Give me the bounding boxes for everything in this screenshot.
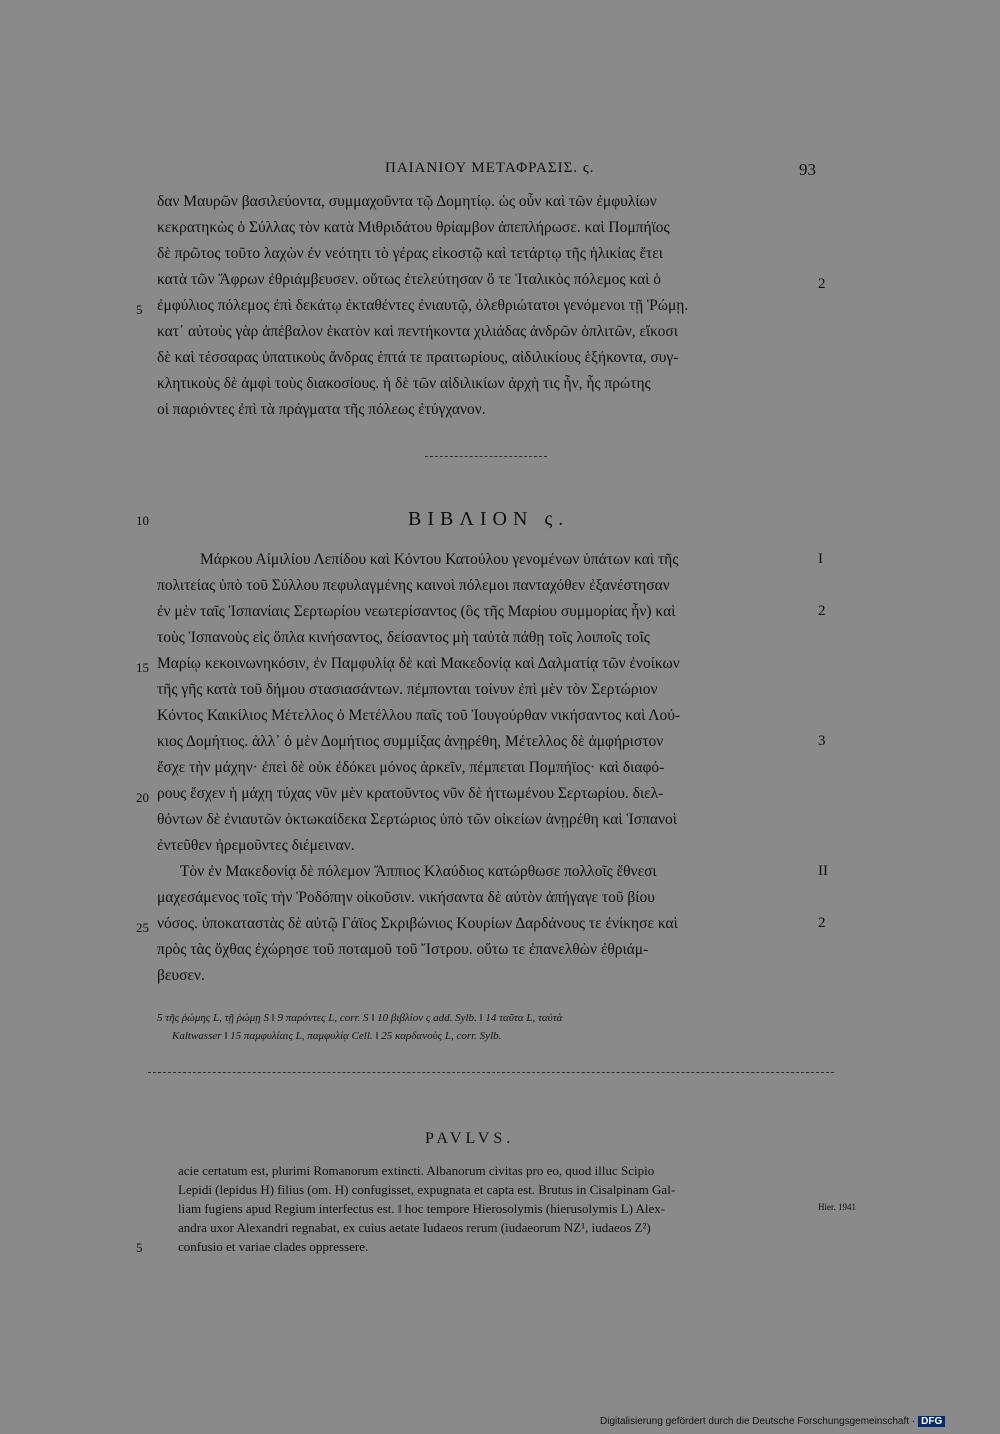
text-line: ἐμφύλιος πόλεμος ἐπὶ δεκάτῳ ἐκταθέντες ἐνιαυτῷ, ὀλεθριώτατοι γενόμενοι τῇ Ῥώμῃ. [157, 297, 689, 314]
latin-line: liam fugiens apud Regium interfectus est. ‖ hoc tempore Hierosolymis (hierusolymis L) Alex- [178, 1201, 666, 1216]
text-line: Τὸν ἐν Μακεδονίᾳ δὲ πόλεμον Ἄππιος Κλαύδιος κατώρθωσε πολλοῖς ἔθνεσι [180, 863, 657, 880]
digitization-credit [600, 1416, 945, 1427]
text-line: ἐν μὲν ταῖς Ἱσπανίαις Σερτωρίου νεωτερίσαντος (ὃς τῆς Μαρίου συμμορίας ἦν) καὶ [157, 603, 676, 620]
margin-number: 3 [818, 733, 826, 749]
text-line: πρὸς τὰς ὄχθας ἐχώρησε τοῦ ποταμοῦ τοῦ Ἴστρου. οὕτω τε ἐπανελθὼν ἐθριάμ- [157, 941, 649, 958]
text-line: οἱ παριόντες ἐπὶ τὰ πράγματα τῆς πόλεως ἐτύγχανον. [157, 401, 486, 418]
text-line: δὲ καὶ τέσσαρας ὑπατικοὺς ἄνδρας ἑπτά τε πραιτωρίους, αἰδιλικίους ἑξήκοντα, συγ- [157, 349, 679, 366]
text-line: μαχεσάμενος τοῖς τὴν Ῥοδόπην οἰκοῦσιν. νικήσαντα δὲ αὐτὸν ἀπήγαγε τοῦ βίου [157, 889, 655, 906]
text-line: πολιτείας ὑπὸ τοῦ Σύλλου πεφυλαγμένης καινοὶ πόλεμοι πανταχόθεν ἐξανέστησαν [157, 577, 670, 594]
paulus-title: PAVLVS. [425, 1130, 515, 1147]
apparatus-line: 5 τῆς ῥώμης L, τῇ ῥώμῃ S ‖ 9 παρόντες L, corr. S ‖ 10 βιβλίον ς add. Sylb. ‖ 14 ταῦτα L, ταὐτὰ [157, 1012, 563, 1024]
text-line: κατ᾽ αὐτοὺς γὰρ ἀπέβαλον ἑκατὸν καὶ πεντήκοντα χιλιάδας ἀνδρῶν ὁπλιτῶν, εἴκοσι [157, 323, 678, 340]
text-line: δὲ πρῶτος τοῦτο λαχὼν ἐν νεότητι τὸ γέρας εἰκοστῷ καὶ τετάρτῳ τῆς ἡλικίας ἔτει [157, 245, 663, 262]
margin-number: 2 [818, 915, 826, 931]
text-line: κλητικοὺς δὲ ἀμφὶ τοὺς διακοσίους. ἡ δὲ τῶν αἰδιλικίων ἀρχὴ τις ἦν, ἧς πρώτης [157, 375, 651, 392]
text-line: ρους ἔσχεν ἡ μάχη τύχας νῦν μὲν κρατοῦντος νῦν δὲ ἡττωμένου Σερτωρίου. διελ- [157, 785, 664, 802]
text-line: τῆς γῆς κατὰ τοῦ δήμου στασιασάντων. πέμπονται τοίνυν ἐπὶ μὲν τὸν Σερτώριον [157, 681, 658, 698]
line-number: 25 [136, 920, 149, 935]
line-number: 5 [136, 302, 143, 317]
latin-line: acie certatum est, plurimi Romanorum extincti. Albanorum civitas pro eo, quod illuc Scipio [178, 1163, 655, 1178]
latin-line: Lepidi (lepidus H) filius (om. H) confugisset, expugnata et capta est. Brutus in Cisalpinam Gal- [178, 1182, 676, 1197]
line-number: 5 [136, 1240, 143, 1255]
margin-number: 2 [818, 276, 826, 292]
dfg-logo: DFG [918, 1416, 945, 1427]
book-title: ΒΙΒΛΙΟΝ ς. [408, 508, 570, 530]
margin-number: 2 [818, 603, 826, 619]
side-note: Hier. 1941 [818, 1202, 856, 1212]
text-line: κιος Δομήτιος. ἀλλ᾽ ὁ μὲν Δομήτιος συμμίξας ἀνῃρέθη, Μέτελλος δὲ ἀμφήριστον [157, 733, 664, 750]
margin-number: II [818, 863, 828, 879]
page-divider [148, 1072, 834, 1073]
text-line: Μάρκου Αἰμιλίου Λεπίδου καὶ Κόντου Κατούλου γενομένων ὑπάτων καὶ τῆς [200, 551, 679, 568]
text-line: βευσεν. [157, 967, 205, 984]
apparatus-line: Kaltwasser ‖ 15 παμφυλίαις L, παμφυλίᾳ Cell. ‖ 25 καρδανοὺς L, corr. Sylb. [172, 1030, 502, 1042]
text-line: νόσος. ὑποκαταστὰς δὲ αὐτῷ Γάϊος Σκριβώνιος Κουρίων Δαρδάνους τε ἐνίκησε καὶ [157, 915, 678, 932]
text-line: θόντων δὲ ἐνιαυτῶν ὀκτωκαίδεκα Σερτώριος ὑπὸ τῶν οἰκείων ἀνῃρέθη καὶ Ἱσπανοὶ [157, 811, 677, 828]
latin-line: confusio et variae clades oppressere. [178, 1239, 369, 1254]
text-line: κατὰ τῶν Ἄφρων ἐθριάμβευσεν. οὕτως ἐτελεύτησαν ὅ τε Ἰταλικὸς πόλεμος καὶ ὁ [157, 271, 662, 288]
margin-number: I [818, 551, 823, 567]
running-header: ΠΑΙΑΝΙΟΥ ΜΕΤΑΦΡΑΣΙΣ. ς. [385, 160, 595, 176]
text-line: ἔσχε τὴν μάχην· ἐπεὶ δὲ οὐκ ἐδόκει μόνος ἀρκεῖν, πέμπεται Πομπήϊος· καὶ διαφό- [157, 759, 665, 776]
line-number: 10 [136, 513, 149, 528]
page-number: 93 [799, 160, 816, 179]
text-line: τοὺς Ἱσπανοὺς εἰς ὅπλα κινήσαντος, δείσαντος μὴ ταὐτὰ πάθῃ τοῖς λοιποῖς τοῖς [157, 629, 650, 646]
text-line: Μαρίῳ κεκοινωνηκόσιν, ἐν Παμφυλίᾳ δὲ καὶ Μακεδονίᾳ καὶ Δαλματίᾳ τῶν ἐνοίκων [157, 655, 680, 672]
latin-line: andra uxor Alexandri regnabat, ex cuius aetate Iudaeos rerum (iudaeorum NZ¹, iudaeos Z²) [178, 1220, 651, 1235]
text-line: Κόντος Καικίλιος Μέτελλος ὁ Μετέλλου παῖς τοῦ Ἰουγούρθαν νικήσαντος καὶ Λού- [157, 707, 681, 724]
credit-text: Digitalisierung gefördert durch die Deutsche Forschungsgemeinschaft · [600, 1416, 916, 1427]
line-number: 15 [136, 660, 149, 675]
text-line: κεκρατηκὼς ὁ Σύλλας τὸν κατὰ Μιθριδάτου θρίαμβον ἀπεπλήρωσε. καὶ Πομπήϊος [157, 219, 670, 236]
text-line: δαν Μαυρῶν βασιλεύοντα, συμμαχοῦντα τῷ Δομητίῳ. ὡς οὖν καὶ τῶν ἐμφυλίων [157, 193, 657, 210]
line-number: 20 [136, 790, 149, 805]
section-divider [425, 456, 547, 457]
text-line: ἐντεῦθεν ἠρεμοῦντες διέμειναν. [157, 837, 355, 854]
